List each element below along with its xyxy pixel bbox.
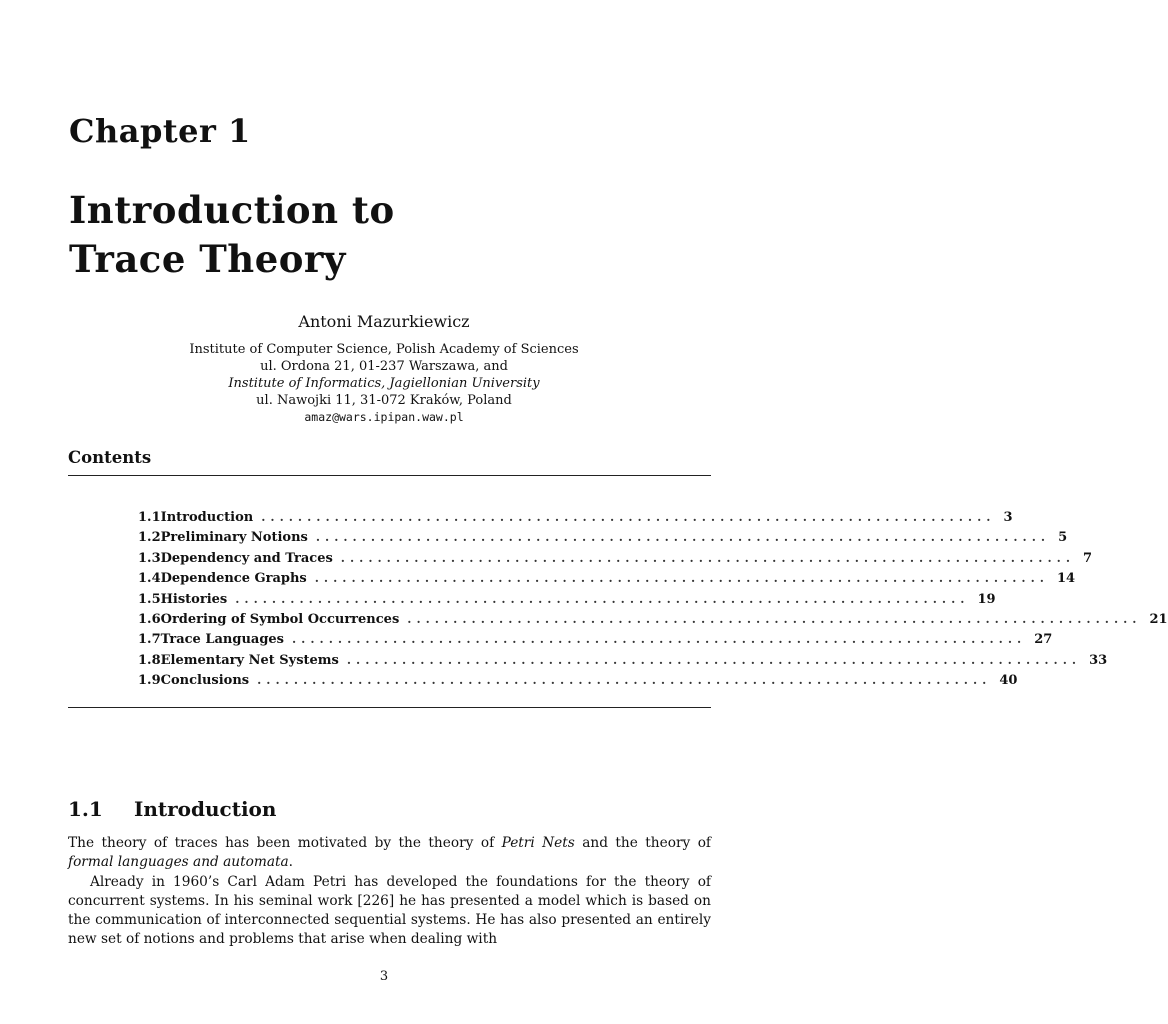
chapter-title	[69, 186, 395, 284]
toc-entry-number: 1.8	[138, 652, 161, 668]
contents-heading: Contents	[68, 448, 152, 467]
toc-entry-page: 40	[999, 673, 1018, 689]
toc-dot-leader: ................................................................................	[292, 632, 1027, 647]
toc-entry[interactable]	[138, 611, 1168, 632]
page-number: 3	[379, 969, 389, 984]
toc-dot-leader: ................................................................................	[235, 591, 970, 606]
section-heading	[68, 797, 276, 821]
toc-entry-page: 19	[977, 591, 996, 607]
toc-entry-number: 1.6	[138, 611, 161, 627]
toc-entry-page: 3	[1003, 510, 1013, 525]
toc-entry-title: Histories	[160, 591, 228, 607]
toc-dot-leader: ................................................................................	[257, 673, 992, 688]
toc-entry-title: Preliminary Notions	[160, 530, 308, 546]
toc-entry-title: Elementary Net Systems	[160, 652, 339, 668]
toc-entry-number: 1.1	[138, 510, 161, 525]
author-name: Antoni Mazurkiewicz	[298, 312, 470, 331]
paragraph-1-text-c: and the theory of	[574, 835, 712, 851]
toc-entry-title: Trace Languages	[160, 632, 284, 648]
section-number: 1.1	[68, 797, 103, 821]
paragraph-1-emphasis-petri-nets: Petri Nets	[501, 835, 575, 851]
table-of-contents	[138, 510, 1168, 694]
toc-dot-leader: ................................................................................	[261, 510, 996, 524]
toc-dot-leader: ................................................................................	[346, 652, 1082, 667]
contents-top-rule	[68, 475, 711, 476]
toc-entry-page: 7	[1083, 550, 1093, 566]
toc-entry-page: 5	[1058, 530, 1068, 546]
toc-entry-number: 1.2	[138, 530, 161, 546]
affiliation-1: Institute of Computer Science, Polish Academy of Sciences	[189, 342, 579, 357]
toc-dot-leader: ................................................................................	[315, 530, 1051, 545]
section-title: Introduction	[134, 797, 277, 821]
toc-dot-leader: ................................................................................	[340, 550, 1076, 565]
chapter-title-line-2: Trace Theory	[69, 237, 346, 281]
chapter-label: Chapter 1	[69, 112, 251, 150]
toc-entry-page: 33	[1089, 652, 1108, 668]
author-affiliation	[0, 341, 768, 426]
paragraph-1-text-a: The theory of traces has been motivated by the theory of	[68, 835, 502, 851]
toc-entry-title: Dependence Graphs	[160, 571, 307, 587]
toc-entry-number: 1.5	[138, 591, 161, 607]
toc-entry[interactable]	[138, 652, 1108, 673]
toc-entry[interactable]	[138, 571, 1076, 591]
toc-entry-title: Dependency and Traces	[160, 550, 333, 566]
toc-entry-page: 27	[1034, 632, 1053, 648]
chapter-title-line-1: Introduction to	[69, 188, 395, 232]
toc-entry-title: Introduction	[160, 510, 254, 525]
toc-entry-number: 1.7	[138, 632, 161, 648]
toc-entry[interactable]	[138, 673, 1018, 693]
toc-dot-leader: ................................................................................	[407, 611, 1142, 626]
paragraph-1	[68, 834, 711, 873]
toc-dot-leader: ................................................................................	[314, 571, 1049, 586]
paragraph-1-text-e: .	[288, 854, 294, 871]
toc-entry[interactable]	[138, 530, 1068, 550]
paragraph-2: Already in 1960’s Carl Adam Petri has developed the foundations for the theory of concurrent systems. In his seminal work [226] he has presented a model which is based on the communication of interconnected sequential systems. He has also presented an entirely new set of notions and problems that arise when dealing with	[68, 873, 711, 948]
toc-entry-page: 14	[1056, 571, 1076, 587]
toc-entry-number: 1.9	[138, 673, 161, 689]
toc-entry[interactable]	[138, 550, 1093, 571]
section-body	[68, 834, 711, 950]
toc-entry-number: 1.4	[138, 571, 161, 587]
toc-entry-page: 21	[1149, 611, 1168, 627]
contents-bottom-rule	[68, 707, 711, 708]
address-2: ul. Nawojki 11, 31-072 Kraków, Poland	[256, 393, 512, 408]
paragraph-1-emphasis-formal-languages: formal languages and automata	[68, 854, 289, 871]
author-email: amaz@wars.ipipan.waw.pl	[304, 410, 464, 424]
toc-entry-title: Ordering of Symbol Occurrences	[160, 611, 400, 627]
toc-entry[interactable]	[138, 510, 1013, 530]
address-1: ul. Ordona 21, 01-237 Warszawa, and	[260, 359, 508, 374]
toc-entry[interactable]	[138, 632, 1053, 652]
toc-entry-title: Conclusions	[160, 673, 250, 689]
toc-entry-number: 1.3	[138, 550, 161, 566]
affiliation-2: Institute of Informatics, Jagiellonian University	[228, 376, 540, 391]
toc-entry[interactable]	[138, 591, 996, 612]
